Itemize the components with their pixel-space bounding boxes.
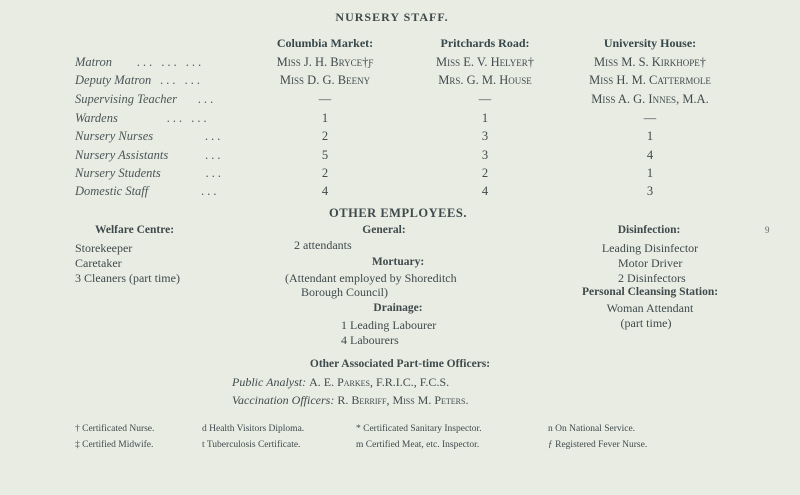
table-cell: 2 [321, 129, 329, 143]
table-cell: — [478, 92, 492, 106]
table-cell: 1 [481, 111, 489, 125]
public-analyst-label: Public Analyst: [232, 375, 307, 389]
column-header-pritchards: Pritchards Road: [440, 36, 530, 50]
footnote: † Certificated Nurse. [75, 424, 155, 434]
row-label: Wardens ... ... [75, 111, 210, 125]
welfare-heading: Welfare Centre: [95, 224, 175, 236]
table-cell: — [318, 92, 332, 106]
page-title: NURSERY STAFF. [335, 10, 449, 24]
table-cell: 5 [321, 148, 329, 162]
column-header-columbia: Columbia Market: [276, 36, 374, 50]
public-analyst-value: A. E. Parkes, F.R.I.C., F.C.S. [309, 375, 450, 389]
general-heading: General: [362, 224, 406, 236]
row-label: Nursery Nurses ... [75, 129, 224, 143]
drainage-item: 1 Leading Labourer [341, 318, 437, 332]
welfare-item: Storekeeper [75, 241, 133, 255]
vaccination-officers-line [232, 393, 468, 408]
table-cell: Miss E. V. Helyer† [436, 55, 534, 69]
footnote: ‡ Certified Midwife. [75, 440, 154, 450]
table-cell: 4 [321, 184, 329, 198]
table-cell: 1 [646, 129, 654, 143]
table-cell: Miss A. G. Innes, M.A. [591, 92, 709, 106]
associated-heading: Other Associated Part-time Officers: [309, 358, 491, 370]
table-cell: 3 [481, 129, 489, 143]
table-cell: 1 [321, 111, 329, 125]
page-number: 9 [765, 225, 770, 235]
general-item: 2 attendants [294, 238, 352, 252]
drainage-item: 4 Labourers [341, 333, 399, 347]
table-cell: Mrs. G. M. House [438, 73, 532, 87]
welfare-item: 3 Cleaners (part time) [75, 271, 180, 285]
table-cell: 1 [646, 166, 654, 180]
table-cell: 4 [481, 184, 489, 198]
drainage-heading: Drainage: [373, 302, 423, 314]
row-label: Supervising Teacher ... [75, 92, 217, 106]
table-cell: — [643, 111, 657, 125]
footnote: m Certified Meat, etc. Inspector. [356, 440, 480, 450]
table-cell: 2 [321, 166, 329, 180]
row-label: Domestic Staff ... [75, 184, 220, 198]
footnote: ƒ Registered Fever Nurse. [548, 440, 648, 450]
table-cell: 3 [646, 184, 654, 198]
footnote: d Health Visitors Diploma. [202, 424, 305, 434]
mortuary-heading: Mortuary: [371, 256, 425, 268]
footnote: t Tuberculosis Certificate. [202, 440, 301, 450]
table-cell: Miss J. H. Bryce†ƒ [276, 55, 374, 69]
table-cell: 3 [481, 148, 489, 162]
disinfection-heading: Disinfection: [617, 224, 681, 236]
table-cell: 2 [481, 166, 489, 180]
table-cell: Miss D. G. Beeny [279, 73, 371, 87]
vaccination-value: R. Berriff, Miss M. Peters. [337, 393, 469, 407]
row-label: Deputy Matron ... ... [75, 73, 204, 87]
other-employees-title: OTHER EMPLOYEES. [329, 206, 467, 220]
footnote: n On National Service. [548, 424, 636, 434]
cleansing-heading: Personal Cleansing Station: [581, 286, 719, 298]
mortuary-item: Borough Council) [301, 285, 388, 299]
row-label: Nursery Students ... [75, 166, 225, 180]
vaccination-label: Vaccination Officers: [232, 393, 335, 407]
row-label: Matron ... ... ... [75, 55, 205, 69]
welfare-item: Caretaker [75, 256, 122, 270]
public-analyst-line [232, 375, 449, 390]
row-label: Nursery Assistants ... [75, 148, 224, 162]
disinfection-item: Leading Disinfector [601, 241, 699, 255]
table-cell: 4 [646, 148, 654, 162]
cleansing-item: (part time) [620, 316, 672, 330]
table-cell: Miss M. S. Kirkhope† [593, 55, 707, 69]
table-cell: Miss H. M. Cattermole [589, 73, 711, 87]
footnote: * Certificated Sanitary Inspector. [356, 424, 482, 434]
column-header-university: University House: [603, 36, 697, 50]
mortuary-item: (Attendant employed by Shoreditch [285, 271, 457, 285]
disinfection-item: Motor Driver [618, 256, 683, 270]
disinfection-item: 2 Disinfectors [618, 271, 686, 285]
cleansing-item: Woman Attendant [606, 301, 694, 315]
